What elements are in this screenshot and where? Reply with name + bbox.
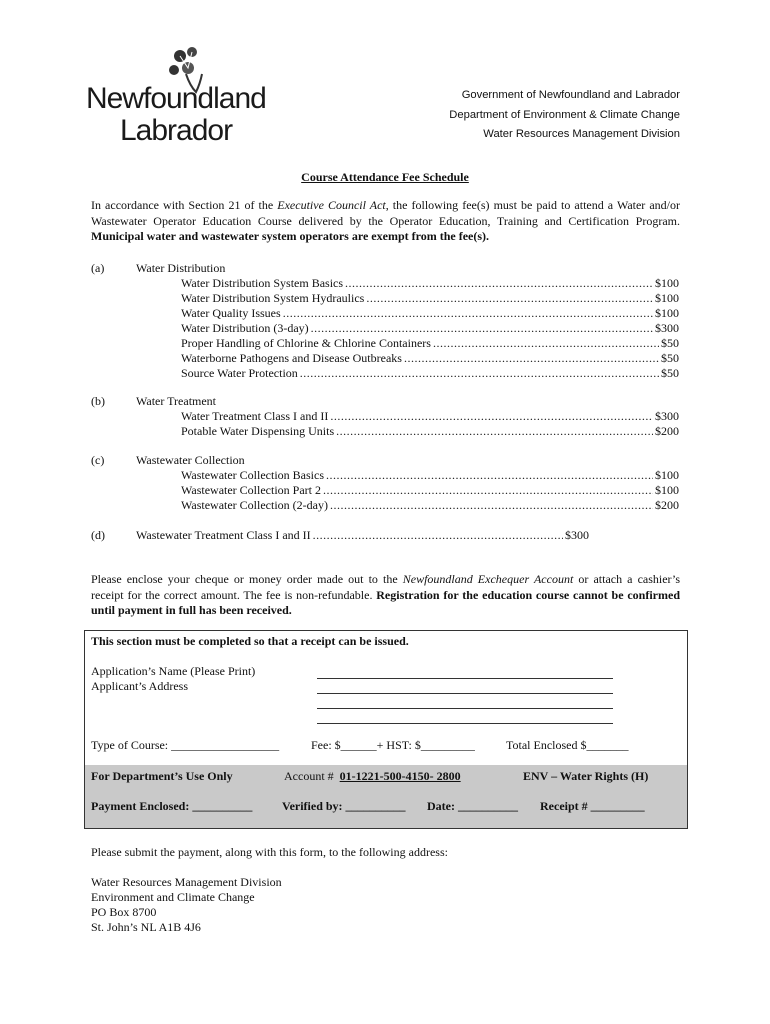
address-field-2[interactable]: [317, 693, 613, 709]
form-heading: This section must be completed so that a receipt can be issued.: [91, 634, 409, 648]
payment-instructions: [91, 572, 680, 619]
section-heading: Water Treatment: [136, 394, 217, 408]
course-fee: $200: [655, 424, 679, 438]
course-fee: $200: [655, 498, 679, 512]
section-label: (b): [91, 394, 105, 408]
fee-item: [181, 306, 679, 321]
submit-instructions: Please submit the payment, along with this form, to the following address:: [91, 845, 448, 859]
fee-item: [181, 291, 679, 306]
course-name: Wastewater Collection Part 2: [181, 483, 321, 497]
course-fee: $300: [655, 409, 679, 423]
course-fee: $300: [565, 528, 589, 542]
total-field[interactable]: Total Enclosed $_______: [506, 738, 629, 752]
dept-use-label: For Department’s Use Only: [91, 769, 233, 783]
course-name: Proper Handling of Chlorine & Chlorine Containers: [181, 336, 431, 350]
course-fee: $100: [655, 306, 679, 320]
course-fee: $50: [661, 366, 679, 380]
newfoundland-labrador-logo: [86, 44, 276, 147]
fee-item: [181, 468, 679, 483]
course-name: Water Distribution System Basics: [181, 276, 344, 290]
account-label: [284, 769, 461, 784]
receipt-field[interactable]: Receipt # _________: [540, 799, 645, 813]
department-use-section: [85, 765, 687, 828]
fee-item: [181, 498, 679, 513]
course-name: Wastewater Treatment Class I and II: [136, 528, 311, 542]
fee-item: [181, 483, 679, 498]
address-field-3[interactable]: [317, 708, 613, 724]
course-name: Water Quality Issues: [181, 306, 281, 320]
logo-line-1: Newfoundland: [86, 82, 266, 115]
section-label: (c): [91, 453, 105, 467]
fee-item: [181, 321, 679, 336]
intro-exempt: Municipal water and wastewater system operators are exempt from the fee(s).: [91, 229, 490, 243]
government-header: [449, 86, 680, 145]
section-heading: Water Distribution: [136, 261, 226, 275]
section-label: (d): [91, 528, 105, 542]
course-fee: $100: [655, 276, 679, 290]
course-fee: $50: [661, 351, 679, 365]
registration-notice: Registration for the education course cannot be confirmed until payment in full has been received.: [91, 587, 680, 617]
name-label: Application’s Name (Please Print): [91, 664, 256, 678]
course-fee: $50: [661, 336, 679, 350]
act-name: Executive Council Act: [277, 198, 386, 212]
date-field[interactable]: Date: __________: [427, 799, 518, 813]
course-fee: $100: [655, 468, 679, 482]
course-fee: $100: [655, 291, 679, 305]
logo-line-2: Labrador: [120, 114, 233, 147]
course-name: Wastewater Collection (2-day): [181, 498, 328, 512]
fee-item: [136, 528, 589, 543]
fee-item: [181, 276, 679, 291]
division-name: Water Resources Management Division: [483, 128, 680, 140]
fee-item: [181, 366, 679, 381]
dept-name: Department of Environment & Climate Change: [449, 108, 680, 121]
mailing-address: [91, 845, 448, 935]
course-name: Water Distribution System Hydraulics: [181, 291, 365, 305]
course-name: Water Treatment Class I and II: [181, 409, 329, 423]
gov-name: Government of Newfoundland and Labrador: [461, 89, 680, 101]
receipt-form: [84, 630, 688, 829]
section-heading: Wastewater Collection: [136, 453, 245, 467]
name-field[interactable]: [317, 663, 613, 679]
course-name: Source Water Protection: [181, 366, 298, 380]
fee-item: [181, 336, 679, 351]
course-name: Water Distribution (3-day): [181, 321, 309, 335]
course-name: Waterborne Pathogens and Disease Outbreaks: [181, 351, 402, 365]
enclose-text-1: Please enclose your cheque or money order made out to the: [91, 572, 403, 586]
fee-item: [181, 424, 679, 439]
address-line: Water Resources Management Division: [91, 875, 282, 889]
address-label: Applicant’s Address: [91, 679, 188, 693]
exchequer-account: Newfoundland Exchequer Account: [402, 572, 574, 586]
address-line: St. John’s NL A1B 4J6: [91, 920, 201, 934]
verified-by-field[interactable]: Verified by: __________: [282, 799, 406, 813]
section-label: (a): [91, 261, 105, 275]
course-name: Potable Water Dispensing Units: [181, 424, 335, 438]
course-fee: $300: [655, 321, 679, 335]
address-field-1[interactable]: [317, 678, 613, 694]
intro-text-1: In accordance with Section 21 of the: [91, 198, 278, 212]
env-label: ENV – Water Rights (H): [523, 769, 649, 783]
course-name: Wastewater Collection Basics: [181, 468, 324, 482]
course-fee: $100: [655, 483, 679, 497]
fee-field[interactable]: Fee: $______+ HST: $_________: [311, 738, 475, 752]
enclose-text-2: or attach a cashier’s receipt for the correct amount. The fee is non-refundable.: [91, 572, 680, 602]
address-line: PO Box 8700: [91, 905, 157, 919]
intro-paragraph: [91, 198, 680, 245]
intro-text-2: , the following fee(s) must be paid to attend a Water and/or Wastewater Operator Education Course delivered by the Operator Education, Training and Certification Program.: [91, 198, 680, 228]
fee-item: [181, 351, 679, 366]
course-type-field[interactable]: Type of Course: __________________: [91, 738, 280, 752]
account-number: 01-1221-500-4150- 2800: [339, 769, 461, 783]
payment-enclosed-field[interactable]: Payment Enclosed: __________: [91, 799, 253, 813]
address-line: Environment and Climate Change: [91, 890, 255, 904]
page-title: Course Attendance Fee Schedule: [301, 170, 469, 184]
account-caption: Account #: [284, 769, 334, 783]
fee-item: [181, 409, 679, 424]
